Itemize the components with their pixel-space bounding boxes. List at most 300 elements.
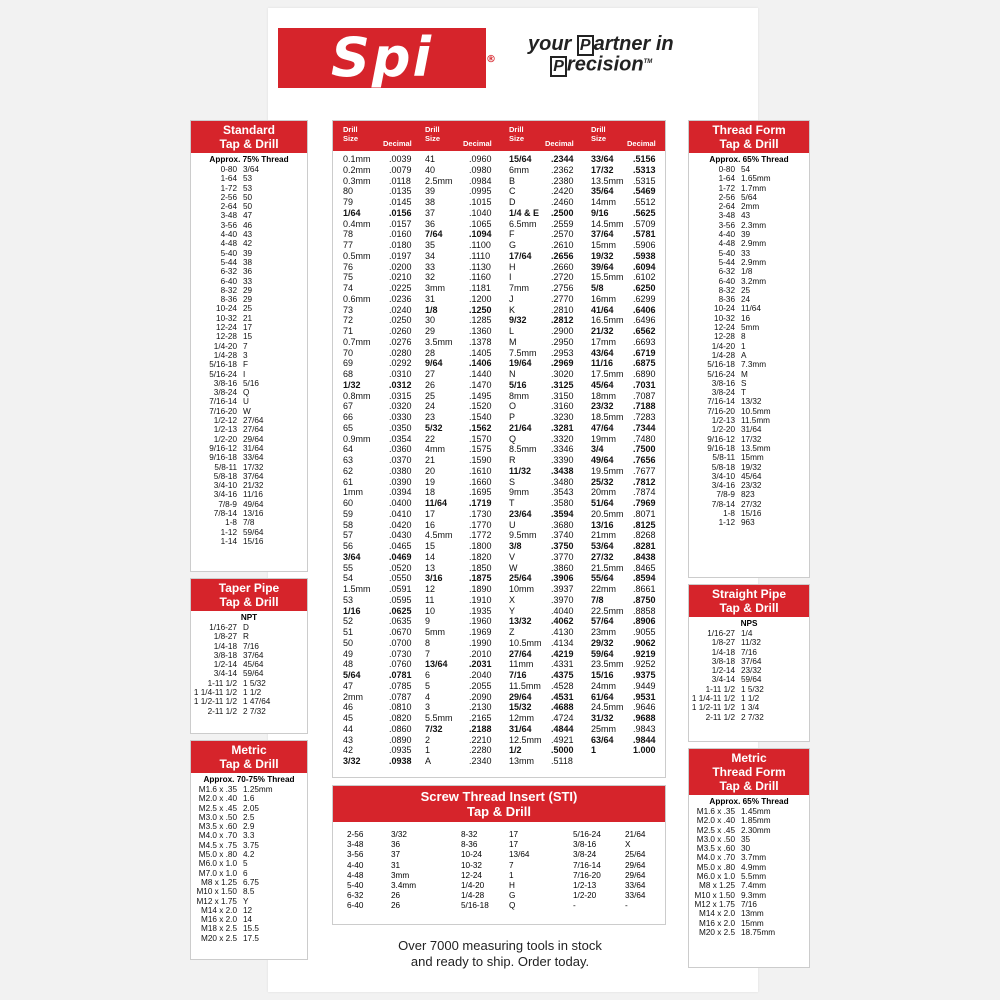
- decimal-value: .2090: [469, 691, 492, 702]
- decimal-value: .0394: [389, 487, 412, 498]
- thread-size: 9/16-18: [209, 453, 237, 463]
- drill-size: 80: [343, 186, 354, 197]
- decimal-value: .0420: [389, 519, 412, 530]
- table-row: [689, 407, 809, 416]
- drill-size: 13/64: [425, 659, 448, 670]
- drill-value: 10.5mm: [741, 406, 771, 416]
- sti-drill: 3.4mm: [391, 881, 417, 890]
- drill-size: F: [509, 229, 515, 240]
- decimal-value: .2010: [469, 648, 492, 659]
- drill-size: 35/64: [591, 186, 614, 197]
- thread-size: M2.0 x .40: [198, 794, 237, 804]
- sti-drill: 1: [509, 870, 514, 880]
- drill-size: 19.5mm: [591, 465, 624, 476]
- drill-size: 61/64: [591, 691, 614, 702]
- table-row: [689, 379, 809, 388]
- drill-size: 0.8mm: [343, 390, 371, 401]
- drill-value: 59/64: [741, 675, 762, 685]
- decimal-value: .0635: [389, 616, 412, 627]
- right-panel-0: [688, 120, 810, 578]
- thread-size: 4-48: [220, 239, 237, 249]
- drill-value: 2.9mm: [741, 257, 767, 267]
- thread-size: M4.5 x .75: [198, 840, 237, 850]
- decimal-value: .0250: [389, 315, 412, 326]
- table-row: [689, 853, 809, 862]
- decimal-value: .1730: [469, 508, 492, 519]
- drill-value: 3/64: [243, 165, 259, 174]
- table-row: [689, 211, 809, 220]
- drill-size: K: [509, 304, 516, 315]
- drill-size: 49: [343, 648, 354, 659]
- drill-size: 42: [343, 745, 354, 756]
- decimal-value: .6496: [633, 315, 656, 326]
- sti-title: Screw Thread Insert (STI) Tap & Drill: [333, 786, 665, 822]
- table-row: [191, 286, 307, 295]
- thread-size: M6.0 x 1.0: [696, 872, 735, 882]
- thread-size: 2-64: [718, 202, 735, 212]
- drill-value: 27/32: [741, 499, 762, 509]
- decimal-value: .2188: [469, 723, 492, 734]
- thread-size: M3.0 x .50: [696, 834, 735, 844]
- thread-size: 3/8-18: [711, 656, 735, 666]
- decimal-value: .1285: [469, 315, 492, 326]
- thread-size: 5-44: [718, 257, 735, 267]
- drill-value: 5mm: [741, 323, 760, 333]
- drill-size: 7: [425, 648, 431, 659]
- decimal-value: .2660: [551, 261, 574, 272]
- drill-size: 41: [425, 154, 436, 164]
- decimal-value: .1960: [469, 616, 492, 627]
- table-row: [191, 472, 307, 481]
- drill-size: 18.5mm: [591, 412, 624, 422]
- table-row: [689, 351, 809, 360]
- drill-size: 33/64: [591, 154, 614, 164]
- table-row: [689, 370, 809, 379]
- drill-size: 1: [591, 745, 597, 756]
- drill-size: 69: [343, 358, 354, 369]
- decimal-value: .8071: [633, 508, 656, 519]
- decimal-value: .7344: [633, 422, 656, 433]
- drill-value: W: [243, 406, 251, 416]
- table-row: [689, 844, 809, 853]
- thread-size: 1-64: [220, 174, 237, 184]
- thread-size: 5/16-18: [209, 360, 237, 370]
- drill-value: 3.3: [243, 831, 255, 841]
- decimal-value: .5512: [633, 197, 656, 207]
- table-row: [191, 934, 307, 943]
- decimal-value: .1610: [469, 465, 492, 476]
- thread-size: 5-40: [718, 248, 735, 258]
- thread-size: M5.0 x .80: [198, 850, 237, 860]
- table-row: [191, 906, 307, 915]
- thread-size: 3-56: [718, 220, 735, 230]
- drill-size: 8: [425, 637, 431, 648]
- decimal-value: .1800: [469, 541, 492, 551]
- drill-value: 4.2: [243, 850, 255, 860]
- drill-size: 24.5mm: [591, 702, 624, 713]
- drill-value: 13/32: [741, 397, 762, 407]
- table-row: [191, 537, 307, 546]
- thread-size: M2.0 x .40: [696, 816, 735, 826]
- drill-size: 50: [343, 637, 354, 648]
- drill-value: 29/64: [243, 434, 264, 444]
- drill-size: 23.5mm: [591, 659, 624, 670]
- decimal-value: .0315: [389, 390, 412, 401]
- thread-size: 1-72: [718, 183, 735, 193]
- drill-value: 15: [243, 332, 253, 342]
- decimal-value: .2756: [551, 283, 574, 293]
- drill-value: 16: [741, 313, 751, 323]
- decimal-value: .0370: [389, 455, 412, 465]
- sti-drill: Q: [509, 901, 516, 911]
- table-row: [689, 304, 809, 313]
- decimal-value: .0320: [389, 401, 412, 412]
- drill-value: 2.9mm: [741, 239, 767, 249]
- table-row: [689, 314, 809, 323]
- drill-size: 18: [425, 487, 436, 498]
- decimal-value: .0730: [389, 648, 412, 659]
- registered-mark: ®: [486, 54, 498, 65]
- decimal-value: .1360: [469, 326, 492, 336]
- header-decimal: Decimal: [463, 139, 492, 148]
- sti-drill: 29/64: [625, 870, 646, 880]
- panel-subtitle: Approx. 75% Thread: [209, 155, 289, 164]
- thread-size: M5.0 x .80: [696, 862, 735, 872]
- table-row: [689, 165, 809, 174]
- thread-size: 1/2-13: [213, 425, 237, 435]
- table-row: [689, 174, 809, 183]
- decimal-value: .1181: [469, 283, 491, 293]
- thread-size: M12 x 1.75: [694, 899, 735, 909]
- thread-size: 1-11 1/2: [207, 678, 237, 688]
- drill-size: 25mm: [591, 723, 617, 734]
- drill-value: Y: [243, 896, 249, 906]
- drill-size: W: [509, 562, 518, 573]
- drill-size: 75: [343, 272, 354, 283]
- drill-value: 963: [741, 518, 755, 528]
- drill-size: 21/64: [509, 422, 532, 433]
- drill-size: 64: [343, 444, 354, 455]
- panel-title: Metric Tap & Drill: [191, 741, 307, 773]
- table-row: [191, 332, 307, 341]
- thread-size: M20 x 2.5: [699, 927, 735, 937]
- table-row: [191, 388, 307, 397]
- drill-size: 13/16: [591, 519, 614, 530]
- table-row: [689, 249, 809, 258]
- drill-value: 17/32: [243, 462, 264, 472]
- drill-size: 60: [343, 498, 354, 508]
- decimal-value: .1875: [469, 573, 492, 584]
- thread-size: 1-12: [220, 527, 237, 537]
- decimal-value: .2500: [551, 207, 574, 218]
- drill-size: 21mm: [591, 530, 617, 541]
- sti-thread: 4-40: [347, 860, 364, 870]
- decimal-value: .3480: [551, 476, 574, 487]
- drill-size: 34: [425, 250, 436, 261]
- sti-panel: [332, 785, 666, 925]
- drill-size: 14.5mm: [591, 218, 624, 229]
- left-panel-1: [190, 578, 308, 734]
- tagline: [528, 33, 674, 76]
- drill-size: 43/64: [591, 347, 614, 358]
- drill-value: 33: [243, 276, 253, 286]
- drill-size: 29/32: [591, 637, 614, 648]
- table-row: [191, 304, 307, 313]
- drill-size: 10mm: [509, 584, 535, 594]
- decimal-value: .0781: [389, 670, 412, 680]
- drill-size: 33: [425, 261, 436, 272]
- decimal-value: .0550: [389, 573, 412, 584]
- drill-value: 1/8: [741, 267, 753, 277]
- drill-size: 46: [343, 702, 354, 713]
- right-panel-2: [688, 748, 810, 968]
- table-row: [689, 638, 809, 647]
- drill-value: 21/32: [243, 481, 264, 491]
- decimal-value: .2380: [551, 175, 574, 186]
- table-row: [191, 623, 307, 632]
- drill-value: 45/64: [243, 660, 264, 670]
- tagline-word-partner: artner in: [593, 33, 674, 55]
- decimal-value: .3680: [551, 519, 574, 530]
- decimal-value: .2610: [551, 240, 574, 250]
- drill-size: 11mm: [509, 659, 534, 670]
- thread-size: M10 x 1.50: [196, 887, 237, 897]
- decimal-value: .5156: [633, 154, 656, 164]
- table-row: [191, 193, 307, 202]
- drill-size: 21.5mm: [591, 562, 624, 573]
- thread-size: 3/8-16: [213, 378, 237, 388]
- drill-value: 53: [243, 183, 253, 193]
- decimal-value: .0785: [389, 680, 412, 691]
- drill-value: 6: [243, 868, 248, 878]
- drill-size: 43: [343, 734, 354, 745]
- drill-value: 11.5mm: [741, 416, 770, 426]
- table-row: [689, 872, 809, 881]
- drill-value: 43: [741, 211, 751, 221]
- thread-size: 5/16-24: [209, 369, 237, 379]
- drill-size: 13: [425, 562, 436, 573]
- table-row: [689, 928, 809, 937]
- thread-size: 1-12: [718, 518, 735, 528]
- decimal-value: .2040: [469, 670, 492, 680]
- drill-size: H: [509, 261, 516, 272]
- thread-size: 8-32: [718, 285, 735, 295]
- thread-size: 3-48: [718, 211, 735, 221]
- sti-thread: 3-48: [347, 840, 364, 850]
- drill-size: 55/64: [591, 573, 614, 584]
- drill-value: 2.05: [243, 803, 259, 813]
- table-row: [689, 490, 809, 499]
- thread-size: 1/8-27: [213, 632, 237, 642]
- drill-value: 43: [243, 230, 253, 240]
- sti-drill: 31: [391, 860, 401, 870]
- decimal-value: .0145: [389, 197, 412, 207]
- thread-size: 1/4-18: [711, 647, 735, 657]
- thread-size: M8 x 1.25: [201, 877, 237, 887]
- drill-size: 23/64: [509, 508, 532, 519]
- drill-size: 1/32: [343, 379, 361, 390]
- drill-value: 5/64: [741, 192, 757, 202]
- thread-size: M3.0 x .50: [198, 812, 237, 822]
- decimal-value: .5469: [633, 186, 656, 197]
- decimal-value: .9531: [633, 691, 656, 702]
- logo-text: Spi: [330, 26, 434, 89]
- decimal-value: .7087: [633, 390, 656, 401]
- sti-thread: 10-24: [461, 850, 482, 860]
- panel-rows: [191, 165, 307, 546]
- drill-size: 61: [343, 476, 354, 487]
- drill-size: 9.5mm: [509, 530, 537, 541]
- table-row: [191, 831, 307, 840]
- drill-value: 13mm: [741, 909, 764, 919]
- decimal-value: .6890: [633, 369, 656, 379]
- drill-value: 50: [243, 202, 253, 212]
- table-row: [191, 342, 307, 351]
- drill-size: G: [509, 240, 517, 250]
- drill-size: Q: [509, 433, 517, 444]
- table-row: [689, 657, 809, 666]
- sti-thread: 7/16-20: [573, 870, 601, 880]
- sti-drill: 33/64: [625, 881, 646, 890]
- drill-size: 17/64: [509, 250, 532, 261]
- decimal-value: .1850: [469, 562, 492, 573]
- decimal-value: .0890: [389, 734, 412, 745]
- drill-value: 3: [243, 350, 248, 360]
- drill-size: 5/64: [343, 670, 361, 680]
- drill-size: 65: [343, 422, 354, 433]
- sti-drill: 17: [509, 830, 519, 839]
- drill-value: 15mm: [741, 918, 764, 928]
- thread-size: 1-64: [718, 174, 735, 184]
- decimal-value: .2031: [469, 659, 492, 670]
- thread-size: 3/4-14: [711, 675, 735, 685]
- drill-value: 11/32: [741, 638, 761, 648]
- drill-value: 25: [243, 304, 253, 314]
- thread-size: M16 x 2.0: [201, 915, 237, 925]
- drill-value: 1.25mm: [243, 785, 273, 794]
- thread-size: 3/8-24: [711, 388, 735, 398]
- header-drill-size: Drill Size: [425, 125, 441, 143]
- decimal-value: .3320: [551, 433, 574, 444]
- sti-thread: 3-56: [347, 850, 364, 860]
- drill-size: 1/4 & E: [509, 207, 540, 218]
- thread-size: 10-32: [216, 313, 237, 323]
- decimal-value: .8594: [633, 573, 656, 584]
- decimal-value: .6693: [633, 336, 656, 347]
- table-row: [689, 816, 809, 825]
- drill-size: D: [509, 197, 516, 207]
- thread-size: 7/8-14: [213, 508, 237, 518]
- table-row: [689, 900, 809, 909]
- decimal-value: .0312: [389, 379, 412, 390]
- decimal-value: .0280: [389, 347, 412, 358]
- panel-title: Thread Form Tap & Drill: [689, 121, 809, 153]
- table-row: [689, 444, 809, 453]
- drill-value: 5/16: [243, 378, 259, 388]
- decimal-value: .1570: [469, 433, 492, 444]
- drill-size: 20mm: [591, 487, 617, 498]
- decimal-value: .1969: [469, 627, 492, 637]
- drill-size: 16: [425, 519, 436, 530]
- drill-size: 59/64: [591, 648, 614, 659]
- drill-size: 40: [425, 164, 436, 175]
- drill-value: 2.5: [243, 812, 255, 822]
- drill-value: 7/16: [243, 641, 259, 651]
- thread-size: 7/8-9: [716, 490, 735, 500]
- p-mark-icon-2: P: [550, 56, 567, 77]
- drill-value: 33: [741, 248, 751, 258]
- decimal-value: .0200: [389, 261, 412, 272]
- drill-size: 68: [343, 369, 354, 379]
- table-row: [689, 500, 809, 509]
- drill-value: 27/64: [243, 416, 264, 426]
- panel-subtitle: NPT: [240, 613, 258, 622]
- decimal-value: .5000: [551, 745, 574, 756]
- thread-size: 1/16-27: [707, 629, 735, 638]
- sti-thread: 1/4-28: [461, 891, 485, 901]
- drill-value: 29: [243, 285, 253, 295]
- drill-size: 15/64: [509, 154, 532, 164]
- thread-size: M1.6 x .35: [696, 807, 735, 816]
- decimal-value: .0225: [389, 283, 412, 293]
- drill-value: 7: [243, 341, 248, 351]
- drill-size: 4.5mm: [425, 530, 453, 541]
- drill-size: 0.9mm: [343, 433, 371, 444]
- table-row: [689, 425, 809, 434]
- sti-drill: 29/64: [625, 860, 646, 870]
- decimal-value: .2130: [469, 702, 492, 713]
- drill-size: 32: [425, 272, 436, 283]
- table-row: [689, 277, 809, 286]
- drill-size: 11: [425, 594, 435, 605]
- thread-size: M12 x 1.75: [196, 896, 237, 906]
- thread-size: 5/16-24: [707, 369, 735, 379]
- thread-size: 2-56: [718, 192, 735, 202]
- decimal-value: .2900: [551, 326, 574, 336]
- thread-size: 3/4-14: [213, 669, 237, 679]
- thread-size: 10-24: [216, 304, 237, 314]
- table-row: [689, 184, 809, 193]
- decimal-value: .8906: [633, 616, 656, 627]
- drill-size: 78: [343, 229, 354, 240]
- table-row: [191, 490, 307, 499]
- drill-size: U: [509, 519, 516, 530]
- decimal-value: .6719: [633, 347, 656, 358]
- drill-value: 13/16: [243, 508, 264, 518]
- decimal-value: .1590: [469, 455, 492, 465]
- table-row: [191, 407, 307, 416]
- drill-size: 10.5mm: [509, 637, 542, 648]
- decimal-value: .0984: [469, 175, 492, 186]
- thread-size: M2.5 x .45: [198, 803, 237, 813]
- decimal-value: .5625: [633, 207, 656, 218]
- sti-drill: 33/64: [625, 891, 646, 901]
- table-row: [689, 397, 809, 406]
- thread-size: 3/8-16: [711, 378, 735, 388]
- sti-thread: 4-48: [347, 870, 364, 880]
- thread-size: 6-40: [220, 276, 237, 286]
- table-row: [191, 660, 307, 669]
- drill-size: 12mm: [509, 713, 535, 723]
- decimal-value: .9449: [633, 680, 656, 691]
- drill-size: 0.6mm: [343, 293, 371, 304]
- drill-size: 53: [343, 594, 354, 605]
- decimal-value: .1772: [469, 530, 492, 541]
- trademark: TM: [643, 59, 653, 65]
- decimal-value: .0700: [389, 637, 412, 648]
- drill-value: 31/64: [243, 443, 264, 453]
- drill-size: 5/8: [591, 283, 604, 293]
